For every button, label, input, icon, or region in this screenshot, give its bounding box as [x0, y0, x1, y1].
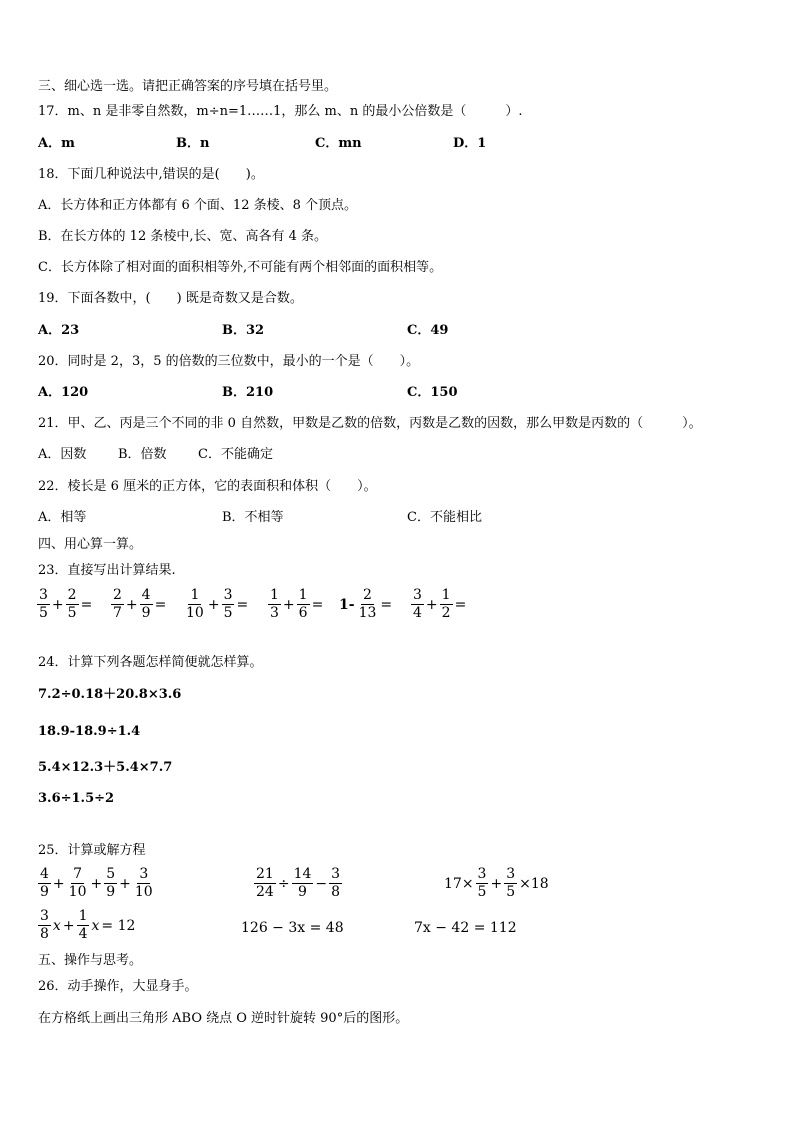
section4-title: 四、用心算一算。	[38, 537, 143, 552]
q23-stem: 23．直接写出计算结果.	[38, 563, 176, 578]
q25-equation-1: $\frac{3}{8}$ x + $\frac{1}{4}$ x = 12	[40, 908, 136, 942]
q23-expr-2: $\frac{2}{7}$ + $\frac{4}{9}$ =	[113, 587, 167, 621]
q20-option-c: C．150	[407, 385, 458, 400]
fraction: $\frac{1}{4}$	[78, 908, 88, 942]
q24-item-2: 18.9-18.9÷1.4	[38, 724, 141, 739]
q22-option-a: A．相等	[38, 510, 87, 525]
q25-equation-2: 126 − 3x = 48	[241, 920, 344, 936]
q19-option-a: A．23	[38, 323, 80, 338]
q25-expr-2: $\frac{21}{24}$ ÷ $\frac{14}{9}$ − $\frac{3}{8}$	[256, 866, 341, 900]
q25-equation-3: 7x − 42 = 112	[414, 920, 517, 936]
q17-stem: 17．m、n 是非零自然数，m÷n=1……1，那么 m、n 的最小公倍数是（ ）.	[38, 104, 523, 119]
q18-option-c: C．长方体除了相对面的面积相等外,不可能有两个相邻面的面积相等。	[38, 260, 443, 275]
fraction: $\frac{3}{5}$	[39, 587, 48, 621]
q21-stem: 21．甲、乙、丙是三个不同的非 0 自然数，甲数是乙数的倍数，丙数是乙数的因数，那么甲数是丙数的（ ）。	[38, 416, 702, 431]
fraction: $\frac{2}{13}$	[358, 587, 377, 621]
q18-stem: 18．下面几种说法中,错误的是( )。	[38, 167, 264, 182]
q25-expr-1: $\frac{4}{9}$ + $\frac{7}{10}$ + $\frac{5}{9}$ + $\frac{3}{10}$	[40, 866, 153, 900]
fraction: $\frac{3}{8}$	[331, 866, 341, 900]
fraction: $\frac{4}{9}$	[40, 866, 49, 900]
fraction: $\frac{14}{9}$	[293, 866, 312, 900]
fraction: $\frac{3}{5}$	[477, 866, 487, 900]
q25-stem: 25．计算或解方程	[38, 843, 146, 858]
fraction: $\frac{7}{10}$	[68, 866, 87, 900]
q26-stem: 26．动手操作，大显身手。	[38, 979, 198, 994]
fraction: $\frac{2}{7}$	[113, 587, 122, 621]
fraction: $\frac{3}{5}$	[506, 866, 516, 900]
fraction: $\frac{21}{24}$	[256, 866, 274, 900]
q22-stem: 22．棱长是 6 厘米的正方体，它的表面积和体积（ ）。	[38, 479, 377, 494]
fraction: $\frac{3}{10}$	[134, 866, 153, 900]
q18-option-a: A．长方体和正方体都有 6 个面、12 条棱、8 个顶点。	[38, 198, 358, 213]
section5-title: 五、操作与思考。	[38, 953, 143, 968]
q20-option-a: A．120	[38, 385, 89, 400]
q23-expr-1: $\frac{3}{5}$ + $\frac{2}{5}$ =	[39, 587, 93, 621]
fraction: $\frac{4}{9}$	[141, 587, 151, 621]
fraction: $\frac{1}{2}$	[441, 587, 451, 621]
q22-option-b: B．不相等	[222, 510, 284, 525]
fraction: $\frac{3}{5}$	[223, 587, 233, 621]
q25-expr-3: 17× $\frac{3}{5}$ + $\frac{3}{5}$ ×18	[444, 866, 549, 900]
q19-stem: 19．下面各数中，( ) 既是奇数又是合数。	[38, 291, 303, 306]
q20-option-b: B．210	[222, 385, 274, 400]
fraction: $\frac{3}{4}$	[413, 587, 422, 621]
fraction: $\frac{2}{5}$	[67, 587, 77, 621]
fraction: $\frac{1}{6}$	[298, 587, 308, 621]
q21-option-b: B．倍数	[118, 447, 167, 462]
section3-title: 三、细心选一选。请把正确答案的序号填在括号里。	[38, 79, 338, 94]
q17-option-a: A．m	[38, 136, 75, 151]
q23-expr-3: $\frac{1}{10}$ + $\frac{3}{5}$ =	[186, 587, 249, 621]
q19-option-c: C．49	[407, 323, 449, 338]
q20-stem: 20．同时是 2，3，5 的倍数的三位数中，最小的一个是（ ）。	[38, 354, 420, 369]
q26-instruction: 在方格纸上画出三角形 ABO 绕点 O 逆时针旋转 90°后的图形。	[38, 1011, 409, 1026]
q19-option-b: B．32	[222, 323, 265, 338]
q21-option-c: C．不能确定	[198, 447, 273, 462]
q18-option-b: B．在长方体的 12 条棱中,长、宽、高各有 4 条。	[38, 229, 328, 244]
q22-option-c: C．不能相比	[407, 510, 482, 525]
q23-expr-6: $\frac{3}{4}$ + $\frac{1}{2}$ =	[413, 587, 467, 621]
q17-option-b: B．n	[176, 136, 210, 151]
q23-expr-5: 1- $\frac{2}{13}$ =	[339, 587, 393, 621]
q21-option-a: A．因数	[38, 447, 87, 462]
q24-item-1: 7.2÷0.18＋20.8×3.6	[38, 687, 182, 702]
fraction: $\frac{1}{10}$	[186, 587, 204, 621]
fraction: $\frac{1}{3}$	[270, 587, 279, 621]
q17-option-d: D．1	[453, 136, 487, 151]
fraction: $\frac{3}{8}$	[40, 908, 49, 942]
fraction: $\frac{5}{9}$	[106, 866, 116, 900]
q24-item-4: 3.6÷1.5÷2	[38, 791, 115, 806]
q24-stem: 24．计算下列各题怎样简便就怎样算。	[38, 655, 263, 670]
q23-expr-4: $\frac{1}{3}$ + $\frac{1}{6}$ =	[270, 587, 324, 621]
q24-item-3: 5.4×12.3＋5.4×7.7	[38, 760, 173, 775]
q17-option-c: C．mn	[315, 136, 362, 151]
